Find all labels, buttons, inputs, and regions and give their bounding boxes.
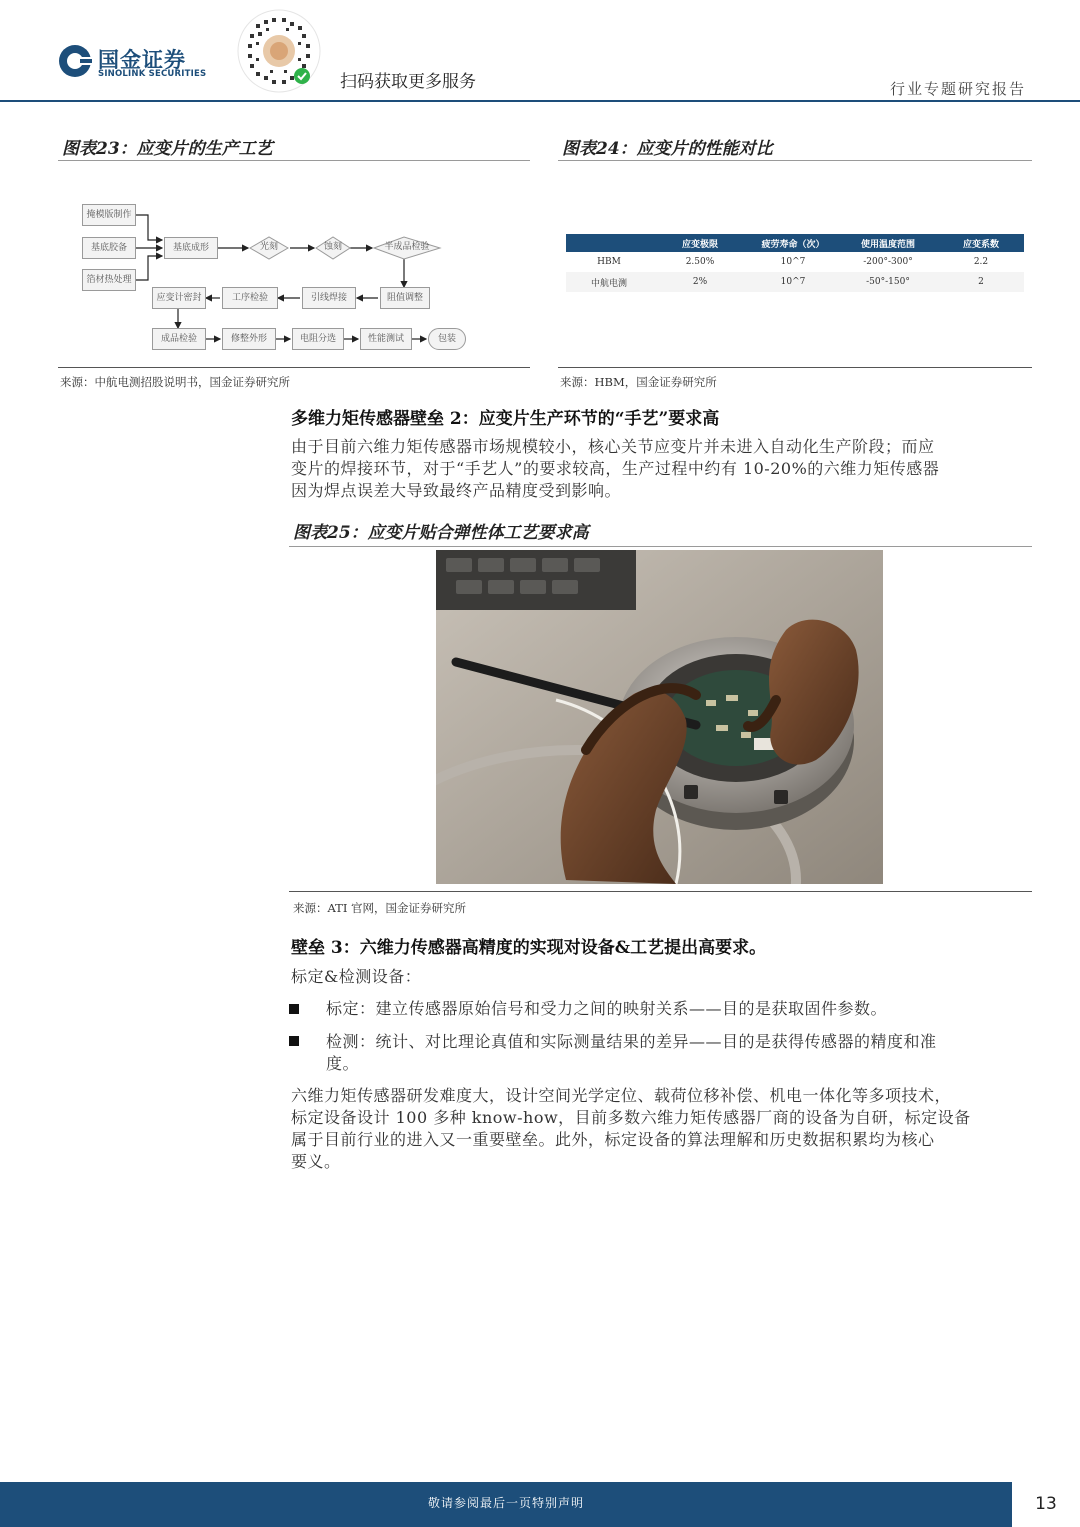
table-header-cell: 应变极限: [652, 234, 748, 252]
table-row: [566, 272, 1024, 292]
flow-step-photolithography: 光刻: [259, 242, 278, 252]
strain-gauge-performance-table: [566, 234, 1024, 292]
flow-step-resistance-adjust: 阻值调整: [380, 287, 430, 309]
section-3-paragraph-line: 属于目前行业的进入又一重要壁垒。此外，标定设备的算法理解和历史数据积累均为核心: [291, 1130, 935, 1149]
table-header-row: [566, 234, 1024, 252]
table-cell: 中航电测: [566, 272, 652, 292]
bullet-square-icon: [289, 1004, 299, 1014]
table-cell: HBM: [566, 252, 652, 272]
flow-step-etching: 蚀刻: [323, 242, 342, 252]
figure-25-bottom-rule: [289, 891, 1032, 892]
flow-step-final-inspection: 成品检验: [152, 328, 206, 350]
table-cell: 10^7: [748, 252, 838, 272]
table-cell: -50°-150°: [838, 272, 938, 292]
logo-text-cn: 国金证券: [98, 48, 186, 72]
production-flow-diagram: [60, 196, 480, 356]
table-cell: 10^7: [748, 272, 838, 292]
flow-step-substrate-prep: 基底胶备: [82, 237, 136, 259]
figure-23-bottom-rule: [58, 367, 530, 368]
table-header-cell: 疲劳寿命（次）: [748, 234, 838, 252]
section-3-heading: 壁垒 3：六维力传感器高精度的实现对设备&工艺提出高要求。: [291, 938, 767, 958]
strain-gauge-bonding-photo: [436, 550, 883, 884]
figure-23-title: 图表23：应变片的生产工艺: [62, 139, 273, 159]
section-2-heading: 多维力矩传感器壁垒 2：应变片生产环节的“手艺”要求高: [291, 409, 720, 429]
table-cell: -200°-300°: [838, 252, 938, 272]
bullet-inspection-line: 检测：统计、对比理论真值和实际测量结果的差异——目的是获得传感器的精度和准: [326, 1032, 937, 1051]
footer-disclaimer[interactable]: 敬请参阅最后一页特别声明: [427, 1496, 584, 1510]
bullet-inspection-line: 度。: [326, 1054, 360, 1073]
figure-24-title: 图表24：应变片的性能对比: [562, 139, 773, 159]
section-3-subheading: 标定&检测设备：: [291, 967, 422, 986]
flow-step-trim-shape: 修整外形: [222, 328, 276, 350]
table-header-cell: 使用温度范围: [838, 234, 938, 252]
flow-step-substrate-forming: 基底成形: [164, 237, 218, 259]
photo-illustration: [436, 550, 883, 884]
page-header: [0, 0, 1080, 104]
figure-24-top-rule: [558, 160, 1032, 161]
figure-23-top-rule: [58, 160, 530, 161]
qr-code-icon[interactable]: [236, 8, 322, 94]
report-type: 行业专题研究报告: [889, 80, 1026, 98]
flow-step-process-inspection: 工序检验: [222, 287, 278, 309]
figure-24-source: 来源：HBM，国金证券研究所: [560, 375, 717, 389]
section-3-paragraph-line: 标定设备设计 100 多种 know-how，目前多数六维力矩传感器厂商的设备为自研，标定设备: [291, 1108, 971, 1127]
flow-step-resistance-sorting: 电阻分选: [292, 328, 344, 350]
flow-step-mask-making: 掩模版制作: [82, 204, 136, 226]
figure-25-top-rule: [289, 546, 1032, 547]
figure-24-bottom-rule: [558, 367, 1032, 368]
table-header-cell: [566, 234, 652, 252]
section-2-paragraph-line: 变片的焊接环节，对于“手艺人”的要求较高，生产过程中约有 10-20%的六维力矩传感器: [291, 459, 940, 478]
figure-23-source: 来源：中航电测招股说明书，国金证券研究所: [60, 375, 290, 389]
bullet-square-icon: [289, 1036, 299, 1046]
table-cell: 2: [938, 272, 1024, 292]
flow-step-lead-welding: 引线焊接: [302, 287, 356, 309]
section-3-paragraph-line: 六维力矩传感器研发难度大，设计空间光学定位、载荷位移补偿、机电一体化等多项技术，: [291, 1086, 952, 1105]
table-header-cell: 应变系数: [938, 234, 1024, 252]
scan-prompt: 扫码获取更多服务: [340, 72, 476, 92]
section-3-paragraph-line: 要义。: [291, 1152, 341, 1171]
logo-text-en: SINOLINK SECURITIES: [98, 69, 207, 79]
section-2-paragraph-line: 由于目前六维力矩传感器市场规模较小，核心关节应变片并未进入自动化生产阶段；而应: [291, 437, 935, 456]
bullet-calibration: 标定：建立传感器原始信号和受力之间的映射关系——目的是获取固件参数。: [326, 999, 888, 1018]
flow-step-semi-product-inspection: 半成品检验: [384, 242, 430, 252]
company-logo: [58, 44, 218, 84]
sinolink-logo-icon: [58, 44, 92, 78]
figure-25-title: 图表25：应变片贴合弹性体工艺要求高: [293, 523, 589, 543]
table-cell: 2%: [652, 272, 748, 292]
flow-step-packaging: 包装: [428, 328, 466, 350]
flow-step-performance-test: 性能测试: [360, 328, 412, 350]
header-divider: [0, 100, 1080, 102]
figure-25-source: 来源：ATI 官网，国金证券研究所: [293, 901, 467, 915]
section-2-paragraph-line: 因为焊点误差大导致最终产品精度受到影响。: [291, 481, 622, 500]
flow-step-foil-heat-treatment: 箔材热处理: [82, 269, 136, 291]
flow-step-gauge-sealing: 应变计密封: [152, 287, 206, 309]
table-cell: 2.50%: [652, 252, 748, 272]
table-row: [566, 252, 1024, 272]
page-number: 13: [1035, 1494, 1057, 1514]
table-cell: 2.2: [938, 252, 1024, 272]
